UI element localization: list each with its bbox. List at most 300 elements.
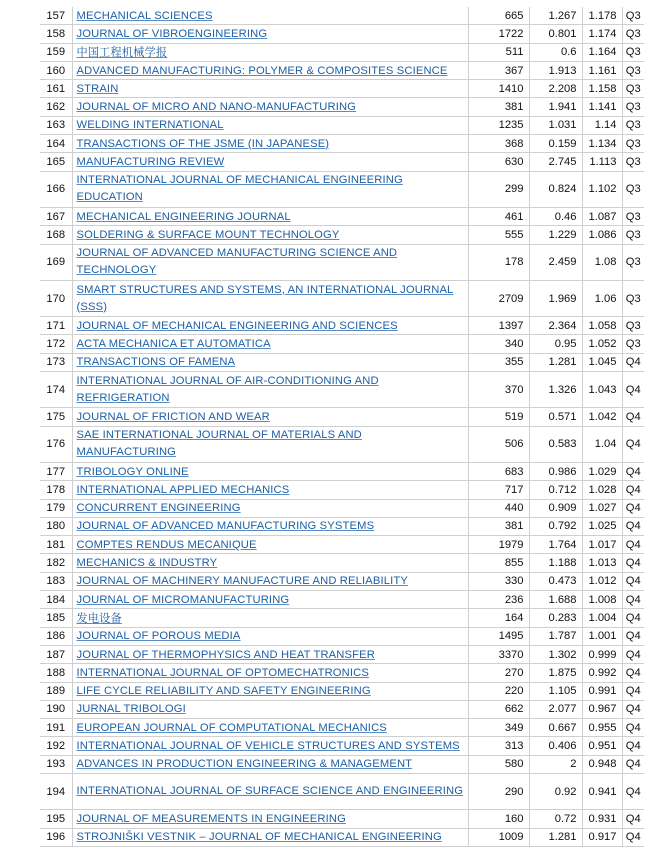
metric-a-cell: 0.283	[529, 609, 582, 627]
count-cell: 683	[468, 462, 529, 480]
metric-b-cell: 1.102	[582, 171, 622, 207]
count-cell: 164	[468, 609, 529, 627]
journal-title-link[interactable]: JOURNAL OF MICROMANUFACTURING	[76, 593, 290, 606]
count-cell: 717	[468, 481, 529, 499]
quartile-cell: Q4	[622, 372, 644, 408]
journal-title-link[interactable]: JOURNAL OF THERMOPHYSICS AND HEAT TRANSFER	[76, 648, 375, 661]
quartile-cell: Q3	[622, 171, 644, 207]
count-cell: 367	[468, 61, 529, 79]
metric-a-cell: 0.583	[529, 426, 582, 462]
journal-title-cell	[72, 554, 468, 572]
metric-a-cell: 0.406	[529, 737, 582, 755]
journal-title-link[interactable]: INTERNATIONAL APPLIED MECHANICS	[76, 483, 290, 496]
table-row	[40, 43, 644, 61]
metric-b-cell: 1.113	[582, 153, 622, 171]
table-row	[40, 828, 644, 846]
quartile-cell: Q3	[622, 280, 644, 316]
journal-title-cell	[72, 462, 468, 480]
journal-ranking-table	[40, 7, 644, 847]
quartile-cell: Q4	[622, 408, 644, 426]
rank-cell: 174	[40, 372, 72, 408]
metric-a-cell: 0.571	[529, 408, 582, 426]
metric-a-cell: 0.72	[529, 810, 582, 828]
rank-cell: 193	[40, 755, 72, 773]
metric-a-cell: 1.281	[529, 828, 582, 846]
rank-cell: 172	[40, 335, 72, 353]
metric-a-cell: 2.364	[529, 317, 582, 335]
table-row	[40, 627, 644, 645]
journal-title-cell	[72, 627, 468, 645]
table-row	[40, 682, 644, 700]
journal-table-wrapper	[40, 7, 644, 847]
quartile-cell: Q4	[622, 572, 644, 590]
table-row	[40, 317, 644, 335]
journal-title-link[interactable]: TRANSACTIONS OF FAMENA	[76, 356, 236, 369]
metric-b-cell: 1.174	[582, 25, 622, 43]
count-cell: 370	[468, 372, 529, 408]
metric-b-cell: 1.086	[582, 226, 622, 244]
rank-cell: 191	[40, 719, 72, 737]
metric-b-cell: 1.029	[582, 462, 622, 480]
journal-title-cell	[72, 719, 468, 737]
journal-title-link[interactable]: INTERNATIONAL JOURNAL OF OPTOMECHATRONICS	[76, 666, 369, 679]
metric-b-cell: 0.955	[582, 719, 622, 737]
rank-cell: 194	[40, 773, 72, 809]
journal-title-cell	[72, 810, 468, 828]
journal-title-link[interactable]: ADVANCES IN PRODUCTION ENGINEERING & MANAGEMENT	[76, 758, 413, 771]
count-cell: 665	[468, 7, 529, 25]
metric-b-cell: 1.06	[582, 280, 622, 316]
metric-a-cell: 0.792	[529, 517, 582, 535]
journal-title-link[interactable]: SMART STRUCTURES AND SYSTEMS, AN INTERNATIONAL JOURNAL (SSS)	[76, 283, 454, 313]
journal-title-link[interactable]: ADVANCED MANUFACTURING: POLYMER & COMPOSITES SCIENCE	[76, 64, 448, 77]
metric-a-cell: 0.159	[529, 135, 582, 153]
rank-cell: 182	[40, 554, 72, 572]
table-row	[40, 244, 644, 280]
table-row	[40, 426, 644, 462]
rank-cell: 181	[40, 536, 72, 554]
metric-a-cell: 1.764	[529, 536, 582, 554]
table-row	[40, 517, 644, 535]
metric-a-cell: 1.913	[529, 61, 582, 79]
quartile-cell: Q4	[622, 773, 644, 809]
rank-cell: 159	[40, 43, 72, 61]
journal-title-link[interactable]: JOURNAL OF MEASUREMENTS IN ENGINEERING	[76, 812, 346, 825]
metric-a-cell: 1.969	[529, 280, 582, 316]
journal-title-link[interactable]: STROJNIŠKI VESTNIK – JOURNAL OF MECHANICAL ENGINEERING	[76, 831, 442, 844]
metric-b-cell: 1.017	[582, 536, 622, 554]
metric-a-cell: 0.95	[529, 335, 582, 353]
journal-title-link[interactable]: 发电设备	[76, 612, 122, 625]
count-cell: 1495	[468, 627, 529, 645]
table-row	[40, 664, 644, 682]
journal-title-cell	[72, 153, 468, 171]
rank-cell: 170	[40, 280, 72, 316]
table-row	[40, 755, 644, 773]
journal-title-link[interactable]: JOURNAL OF FRICTION AND WEAR	[76, 410, 270, 423]
quartile-cell: Q4	[622, 554, 644, 572]
rank-cell: 167	[40, 207, 72, 225]
count-cell: 1722	[468, 25, 529, 43]
metric-a-cell: 0.473	[529, 572, 582, 590]
metric-a-cell: 1.302	[529, 645, 582, 663]
journal-title-link[interactable]: COMPTES RENDUS MECANIQUE	[76, 538, 257, 551]
table-row	[40, 153, 644, 171]
journal-title-cell	[72, 426, 468, 462]
metric-b-cell: 1.087	[582, 207, 622, 225]
table-row	[40, 116, 644, 134]
quartile-cell: Q4	[622, 737, 644, 755]
journal-title-link[interactable]: MANUFACTURING REVIEW	[76, 156, 225, 169]
journal-title-cell	[72, 244, 468, 280]
journal-title-link[interactable]: JOURNAL OF MECHANICAL ENGINEERING AND SCIENCES	[76, 319, 398, 332]
count-cell: 1979	[468, 536, 529, 554]
count-cell: 3370	[468, 645, 529, 663]
quartile-cell: Q4	[622, 499, 644, 517]
count-cell: 330	[468, 572, 529, 590]
table-row	[40, 536, 644, 554]
metric-b-cell: 1.14	[582, 116, 622, 134]
quartile-cell: Q4	[622, 664, 644, 682]
rank-cell: 179	[40, 499, 72, 517]
metric-a-cell: 1.105	[529, 682, 582, 700]
count-cell: 461	[468, 207, 529, 225]
journal-title-cell	[72, 61, 468, 79]
journal-title-cell	[72, 372, 468, 408]
metric-a-cell: 1.281	[529, 353, 582, 371]
metric-a-cell: 1.941	[529, 98, 582, 116]
quartile-cell: Q3	[622, 135, 644, 153]
quartile-cell: Q3	[622, 116, 644, 134]
table-row	[40, 645, 644, 663]
quartile-cell: Q3	[622, 61, 644, 79]
table-row	[40, 335, 644, 353]
journal-table-body	[40, 7, 644, 846]
metric-a-cell: 0.712	[529, 481, 582, 499]
count-cell: 1009	[468, 828, 529, 846]
journal-title-cell	[72, 408, 468, 426]
quartile-cell: Q3	[622, 207, 644, 225]
table-row	[40, 7, 644, 25]
metric-a-cell: 1.787	[529, 627, 582, 645]
quartile-cell: Q3	[622, 317, 644, 335]
quartile-cell: Q4	[622, 700, 644, 718]
rank-cell: 165	[40, 153, 72, 171]
metric-b-cell: 0.931	[582, 810, 622, 828]
metric-b-cell: 1.028	[582, 481, 622, 499]
journal-title-cell	[72, 591, 468, 609]
rank-cell: 158	[40, 25, 72, 43]
quartile-cell: Q4	[622, 828, 644, 846]
journal-title-link[interactable]: ACTA MECHANICA ET AUTOMATICA	[76, 338, 271, 351]
count-cell: 662	[468, 700, 529, 718]
metric-b-cell: 0.999	[582, 645, 622, 663]
rank-cell: 187	[40, 645, 72, 663]
count-cell: 1397	[468, 317, 529, 335]
quartile-cell: Q4	[622, 591, 644, 609]
rank-cell: 190	[40, 700, 72, 718]
metric-b-cell: 1.052	[582, 335, 622, 353]
count-cell: 630	[468, 153, 529, 171]
quartile-cell: Q4	[622, 719, 644, 737]
journal-title-cell	[72, 43, 468, 61]
table-row	[40, 135, 644, 153]
table-row	[40, 481, 644, 499]
journal-title-link[interactable]: JOURNAL OF MACHINERY MANUFACTURE AND RELIABILITY	[76, 575, 408, 588]
quartile-cell: Q3	[622, 226, 644, 244]
rank-cell: 185	[40, 609, 72, 627]
journal-title-link[interactable]: MECHANICS & INDUSTRY	[76, 557, 218, 570]
count-cell: 340	[468, 335, 529, 353]
rank-cell: 184	[40, 591, 72, 609]
metric-b-cell: 0.941	[582, 773, 622, 809]
table-row	[40, 353, 644, 371]
count-cell: 381	[468, 98, 529, 116]
metric-a-cell: 1.875	[529, 664, 582, 682]
journal-title-link[interactable]: WELDING INTERNATIONAL	[76, 119, 224, 132]
metric-b-cell: 1.027	[582, 499, 622, 517]
journal-title-link[interactable]: INTERNATIONAL JOURNAL OF AIR-CONDITIONING AND REFRIGERATION	[76, 374, 379, 404]
metric-b-cell: 1.161	[582, 61, 622, 79]
count-cell: 355	[468, 353, 529, 371]
journal-title-cell	[72, 7, 468, 25]
count-cell: 160	[468, 810, 529, 828]
metric-a-cell: 0.909	[529, 499, 582, 517]
journal-title-cell	[72, 773, 468, 809]
quartile-cell: Q3	[622, 43, 644, 61]
rank-cell: 164	[40, 135, 72, 153]
rank-cell: 195	[40, 810, 72, 828]
rank-cell: 189	[40, 682, 72, 700]
metric-b-cell: 1.158	[582, 80, 622, 98]
journal-title-cell	[72, 664, 468, 682]
quartile-cell: Q4	[622, 609, 644, 627]
journal-title-cell	[72, 499, 468, 517]
journal-title-link[interactable]: JOURNAL OF VIBROENGINEERING	[76, 27, 268, 40]
journal-title-link[interactable]: TRIBOLOGY ONLINE	[76, 465, 189, 478]
journal-title-link[interactable]: SOLDERING & SURFACE MOUNT TECHNOLOGY	[76, 228, 340, 241]
metric-a-cell: 1.688	[529, 591, 582, 609]
journal-title-cell	[72, 353, 468, 371]
count-cell: 381	[468, 517, 529, 535]
quartile-cell: Q3	[622, 153, 644, 171]
metric-a-cell: 1.031	[529, 116, 582, 134]
metric-a-cell: 2.208	[529, 80, 582, 98]
journal-title-cell	[72, 572, 468, 590]
count-cell: 368	[468, 135, 529, 153]
journal-title-cell	[72, 135, 468, 153]
count-cell: 236	[468, 591, 529, 609]
metric-b-cell: 1.141	[582, 98, 622, 116]
rank-cell: 176	[40, 426, 72, 462]
quartile-cell: Q4	[622, 682, 644, 700]
count-cell: 1235	[468, 116, 529, 134]
count-cell: 313	[468, 737, 529, 755]
count-cell: 855	[468, 554, 529, 572]
quartile-cell: Q3	[622, 98, 644, 116]
rank-cell: 157	[40, 7, 72, 25]
count-cell: 1410	[468, 80, 529, 98]
metric-a-cell: 1.267	[529, 7, 582, 25]
metric-b-cell: 1.042	[582, 408, 622, 426]
count-cell: 290	[468, 773, 529, 809]
count-cell: 2709	[468, 280, 529, 316]
rank-cell: 178	[40, 481, 72, 499]
table-row	[40, 207, 644, 225]
journal-title-link[interactable]: JOURNAL OF MICRO AND NANO-MANUFACTURING	[76, 101, 357, 114]
metric-a-cell: 2.077	[529, 700, 582, 718]
journal-title-cell	[72, 682, 468, 700]
journal-title-cell	[72, 335, 468, 353]
quartile-cell: Q4	[622, 645, 644, 663]
rank-cell: 169	[40, 244, 72, 280]
count-cell: 580	[468, 755, 529, 773]
rank-cell: 192	[40, 737, 72, 755]
table-row	[40, 372, 644, 408]
journal-title-cell	[72, 25, 468, 43]
quartile-cell: Q3	[622, 335, 644, 353]
metric-a-cell: 2	[529, 755, 582, 773]
journal-title-cell	[72, 80, 468, 98]
metric-a-cell: 2.745	[529, 153, 582, 171]
journal-title-link[interactable]: CONCURRENT ENGINEERING	[76, 502, 241, 515]
table-row	[40, 737, 644, 755]
journal-title-cell	[72, 116, 468, 134]
rank-cell: 168	[40, 226, 72, 244]
count-cell: 270	[468, 664, 529, 682]
quartile-cell: Q4	[622, 810, 644, 828]
journal-title-cell	[72, 171, 468, 207]
quartile-cell: Q4	[622, 481, 644, 499]
metric-b-cell: 1.043	[582, 372, 622, 408]
metric-b-cell: 0.967	[582, 700, 622, 718]
journal-title-link[interactable]: SAE INTERNATIONAL JOURNAL OF MATERIALS AND MANUFACTURING	[76, 429, 362, 459]
journal-title-link[interactable]: MECHANICAL ENGINEERING JOURNAL	[76, 210, 291, 223]
journal-title-link[interactable]: JURNAL TRIBOLOGI	[76, 703, 186, 716]
table-row	[40, 554, 644, 572]
metric-b-cell: 0.991	[582, 682, 622, 700]
table-row	[40, 408, 644, 426]
quartile-cell: Q3	[622, 80, 644, 98]
rank-cell: 162	[40, 98, 72, 116]
metric-b-cell: 0.992	[582, 664, 622, 682]
quartile-cell: Q3	[622, 7, 644, 25]
table-row	[40, 226, 644, 244]
table-row	[40, 25, 644, 43]
quartile-cell: Q3	[622, 25, 644, 43]
metric-a-cell: 0.46	[529, 207, 582, 225]
journal-title-link[interactable]: TRANSACTIONS OF THE JSME (IN JAPANESE)	[76, 137, 330, 150]
metric-b-cell: 1.058	[582, 317, 622, 335]
journal-title-link[interactable]: JOURNAL OF ADVANCED MANUFACTURING SCIENCE AND TECHNOLOGY	[76, 247, 398, 277]
journal-title-cell	[72, 517, 468, 535]
rank-cell: 166	[40, 171, 72, 207]
metric-a-cell: 1.326	[529, 372, 582, 408]
rank-cell: 160	[40, 61, 72, 79]
journal-title-cell	[72, 207, 468, 225]
metric-b-cell: 1.178	[582, 7, 622, 25]
journal-title-cell	[72, 280, 468, 316]
metric-a-cell: 0.667	[529, 719, 582, 737]
rank-cell: 180	[40, 517, 72, 535]
journal-title-cell	[72, 828, 468, 846]
table-row	[40, 98, 644, 116]
metric-a-cell: 2.459	[529, 244, 582, 280]
metric-b-cell: 1.012	[582, 572, 622, 590]
metric-a-cell: 0.801	[529, 25, 582, 43]
rank-cell: 163	[40, 116, 72, 134]
metric-b-cell: 1.134	[582, 135, 622, 153]
table-row	[40, 700, 644, 718]
journal-title-link[interactable]: EUROPEAN JOURNAL OF COMPUTATIONAL MECHANICS	[76, 721, 387, 734]
count-cell: 178	[468, 244, 529, 280]
rank-cell: 171	[40, 317, 72, 335]
metric-a-cell: 1.229	[529, 226, 582, 244]
journal-title-cell	[72, 700, 468, 718]
journal-title-cell	[72, 737, 468, 755]
count-cell: 349	[468, 719, 529, 737]
journal-title-link[interactable]: MECHANICAL SCIENCES	[76, 9, 213, 22]
table-row	[40, 61, 644, 79]
quartile-cell: Q4	[622, 627, 644, 645]
quartile-cell: Q4	[622, 536, 644, 554]
journal-title-cell	[72, 536, 468, 554]
table-row	[40, 80, 644, 98]
count-cell: 511	[468, 43, 529, 61]
rank-cell: 161	[40, 80, 72, 98]
journal-title-cell	[72, 317, 468, 335]
journal-title-cell	[72, 609, 468, 627]
rank-cell: 173	[40, 353, 72, 371]
quartile-cell: Q3	[622, 244, 644, 280]
table-row	[40, 810, 644, 828]
journal-title-link[interactable]: INTERNATIONAL JOURNAL OF VEHICLE STRUCTURES AND SYSTEMS	[76, 740, 460, 753]
count-cell: 299	[468, 171, 529, 207]
rank-cell: 177	[40, 462, 72, 480]
table-row	[40, 462, 644, 480]
table-row	[40, 280, 644, 316]
table-row	[40, 773, 644, 809]
table-row	[40, 572, 644, 590]
rank-cell: 175	[40, 408, 72, 426]
journal-title-link[interactable]: INTERNATIONAL JOURNAL OF MECHANICAL ENGINEERING EDUCATION	[76, 174, 403, 204]
count-cell: 555	[468, 226, 529, 244]
table-row	[40, 719, 644, 737]
metric-a-cell: 0.92	[529, 773, 582, 809]
count-cell: 506	[468, 426, 529, 462]
quartile-cell: Q4	[622, 426, 644, 462]
journal-title-link[interactable]: INTERNATIONAL JOURNAL OF SURFACE SCIENCE AND ENGINEERING	[76, 785, 464, 798]
metric-b-cell: 1.001	[582, 627, 622, 645]
table-row	[40, 499, 644, 517]
journal-title-cell	[72, 755, 468, 773]
journal-title-link[interactable]: STRAIN	[76, 82, 119, 95]
metric-b-cell: 1.04	[582, 426, 622, 462]
count-cell: 519	[468, 408, 529, 426]
journal-title-link[interactable]: JOURNAL OF POROUS MEDIA	[76, 630, 241, 643]
rank-cell: 196	[40, 828, 72, 846]
table-row	[40, 171, 644, 207]
quartile-cell: Q4	[622, 353, 644, 371]
count-cell: 440	[468, 499, 529, 517]
journal-title-link[interactable]: JOURNAL OF ADVANCED MANUFACTURING SYSTEMS	[76, 520, 375, 533]
rank-cell: 186	[40, 627, 72, 645]
table-row	[40, 609, 644, 627]
metric-a-cell: 0.6	[529, 43, 582, 61]
journal-title-cell	[72, 226, 468, 244]
journal-title-link[interactable]: 中国工程机械学报	[76, 47, 168, 60]
journal-title-link[interactable]: LIFE CYCLE RELIABILITY AND SAFETY ENGINEERING	[76, 685, 371, 698]
